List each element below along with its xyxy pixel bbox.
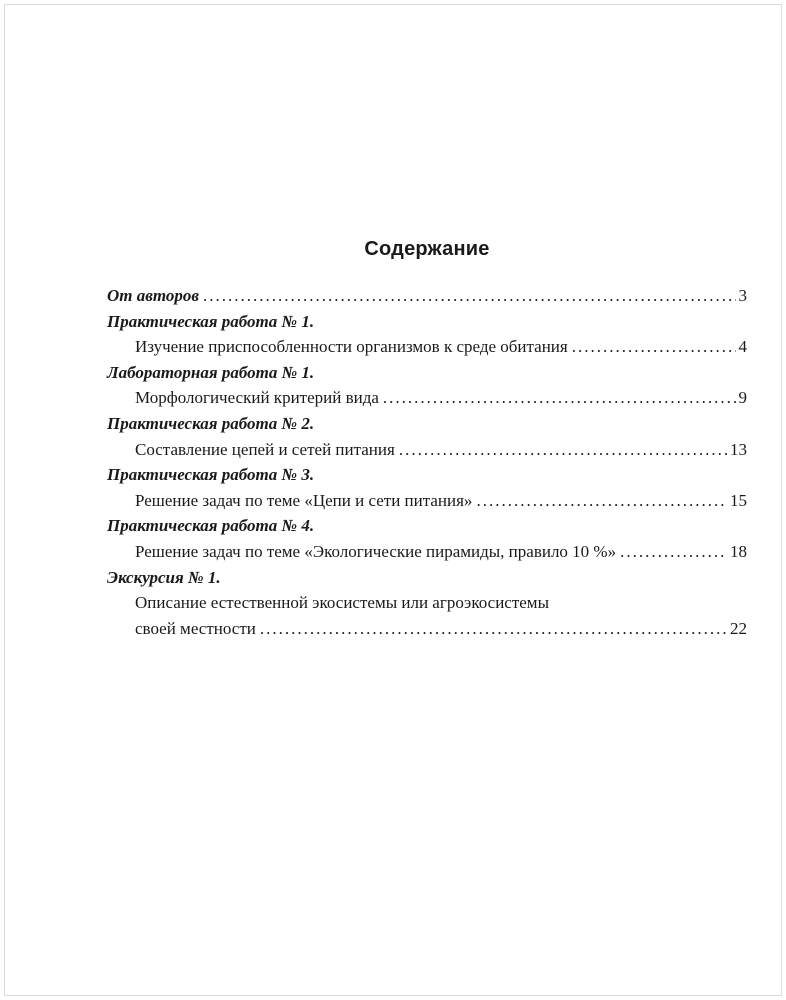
toc-line — [107, 565, 747, 591]
toc-line — [107, 590, 747, 616]
toc-entry — [107, 565, 747, 642]
toc-list — [107, 283, 747, 641]
toc-line — [107, 309, 747, 335]
toc-entry-heading: Практическая работа № 2. — [107, 413, 315, 433]
toc-entry-subtitle: Изучение приспособленности организмов к среде обитания — [135, 337, 568, 357]
toc-entry-heading: Практическая работа № 1. — [107, 311, 315, 331]
toc-entry-heading: Экскурсия № 1. — [107, 567, 221, 587]
toc-line — [107, 283, 747, 309]
dot-leader — [203, 283, 736, 309]
toc-entry — [107, 411, 747, 462]
toc-line — [107, 360, 747, 386]
dot-leader — [620, 539, 727, 565]
toc-entry — [107, 513, 747, 564]
toc-entry-heading: Практическая работа № 3. — [107, 465, 315, 485]
toc-entry — [107, 309, 747, 360]
toc-line — [107, 513, 747, 539]
toc-entry-heading: Лабораторная работа № 1. — [107, 362, 315, 382]
toc-entry — [107, 283, 747, 309]
page-number: 4 — [738, 337, 747, 357]
dot-leader — [476, 488, 727, 514]
page-title: Содержание — [364, 238, 490, 260]
toc-line — [107, 411, 747, 437]
toc-entry-subtitle: Решение задач по теме «Цепи и сети питания» — [135, 490, 473, 510]
page-number: 3 — [738, 286, 747, 305]
toc-line — [107, 334, 747, 360]
toc-entry-heading: Практическая работа № 4. — [107, 516, 315, 536]
toc-line — [107, 539, 747, 565]
dot-leader — [383, 385, 736, 411]
toc-entry-heading: От авторов — [107, 286, 199, 305]
toc-line — [107, 488, 747, 514]
table-of-contents — [107, 238, 747, 641]
page-number: 18 — [730, 541, 747, 561]
page-number: 15 — [730, 490, 747, 510]
toc-entry-subtitle: Морфологический критерий вида — [135, 388, 379, 408]
toc-entry-subtitle: Решение задач по теме «Экологические пирамиды, правило 10 %» — [135, 541, 617, 561]
page-number: 13 — [730, 439, 747, 459]
toc-entry-subtitle: Описание естественной экосистемы или агроэкосистемы — [135, 593, 549, 613]
toc-line — [107, 437, 747, 463]
toc-line — [107, 462, 747, 488]
toc-entry — [107, 462, 747, 513]
dot-leader — [399, 437, 727, 463]
page-number: 9 — [738, 388, 747, 408]
toc-entry-subtitle: своей местности — [135, 618, 256, 638]
page-number: 22 — [730, 618, 747, 638]
dot-leader — [260, 616, 727, 642]
dot-leader — [572, 334, 736, 360]
toc-line — [107, 616, 747, 642]
toc-entry — [107, 360, 747, 411]
toc-entry-subtitle: Составление цепей и сетей питания — [135, 439, 395, 459]
toc-line — [107, 385, 747, 411]
